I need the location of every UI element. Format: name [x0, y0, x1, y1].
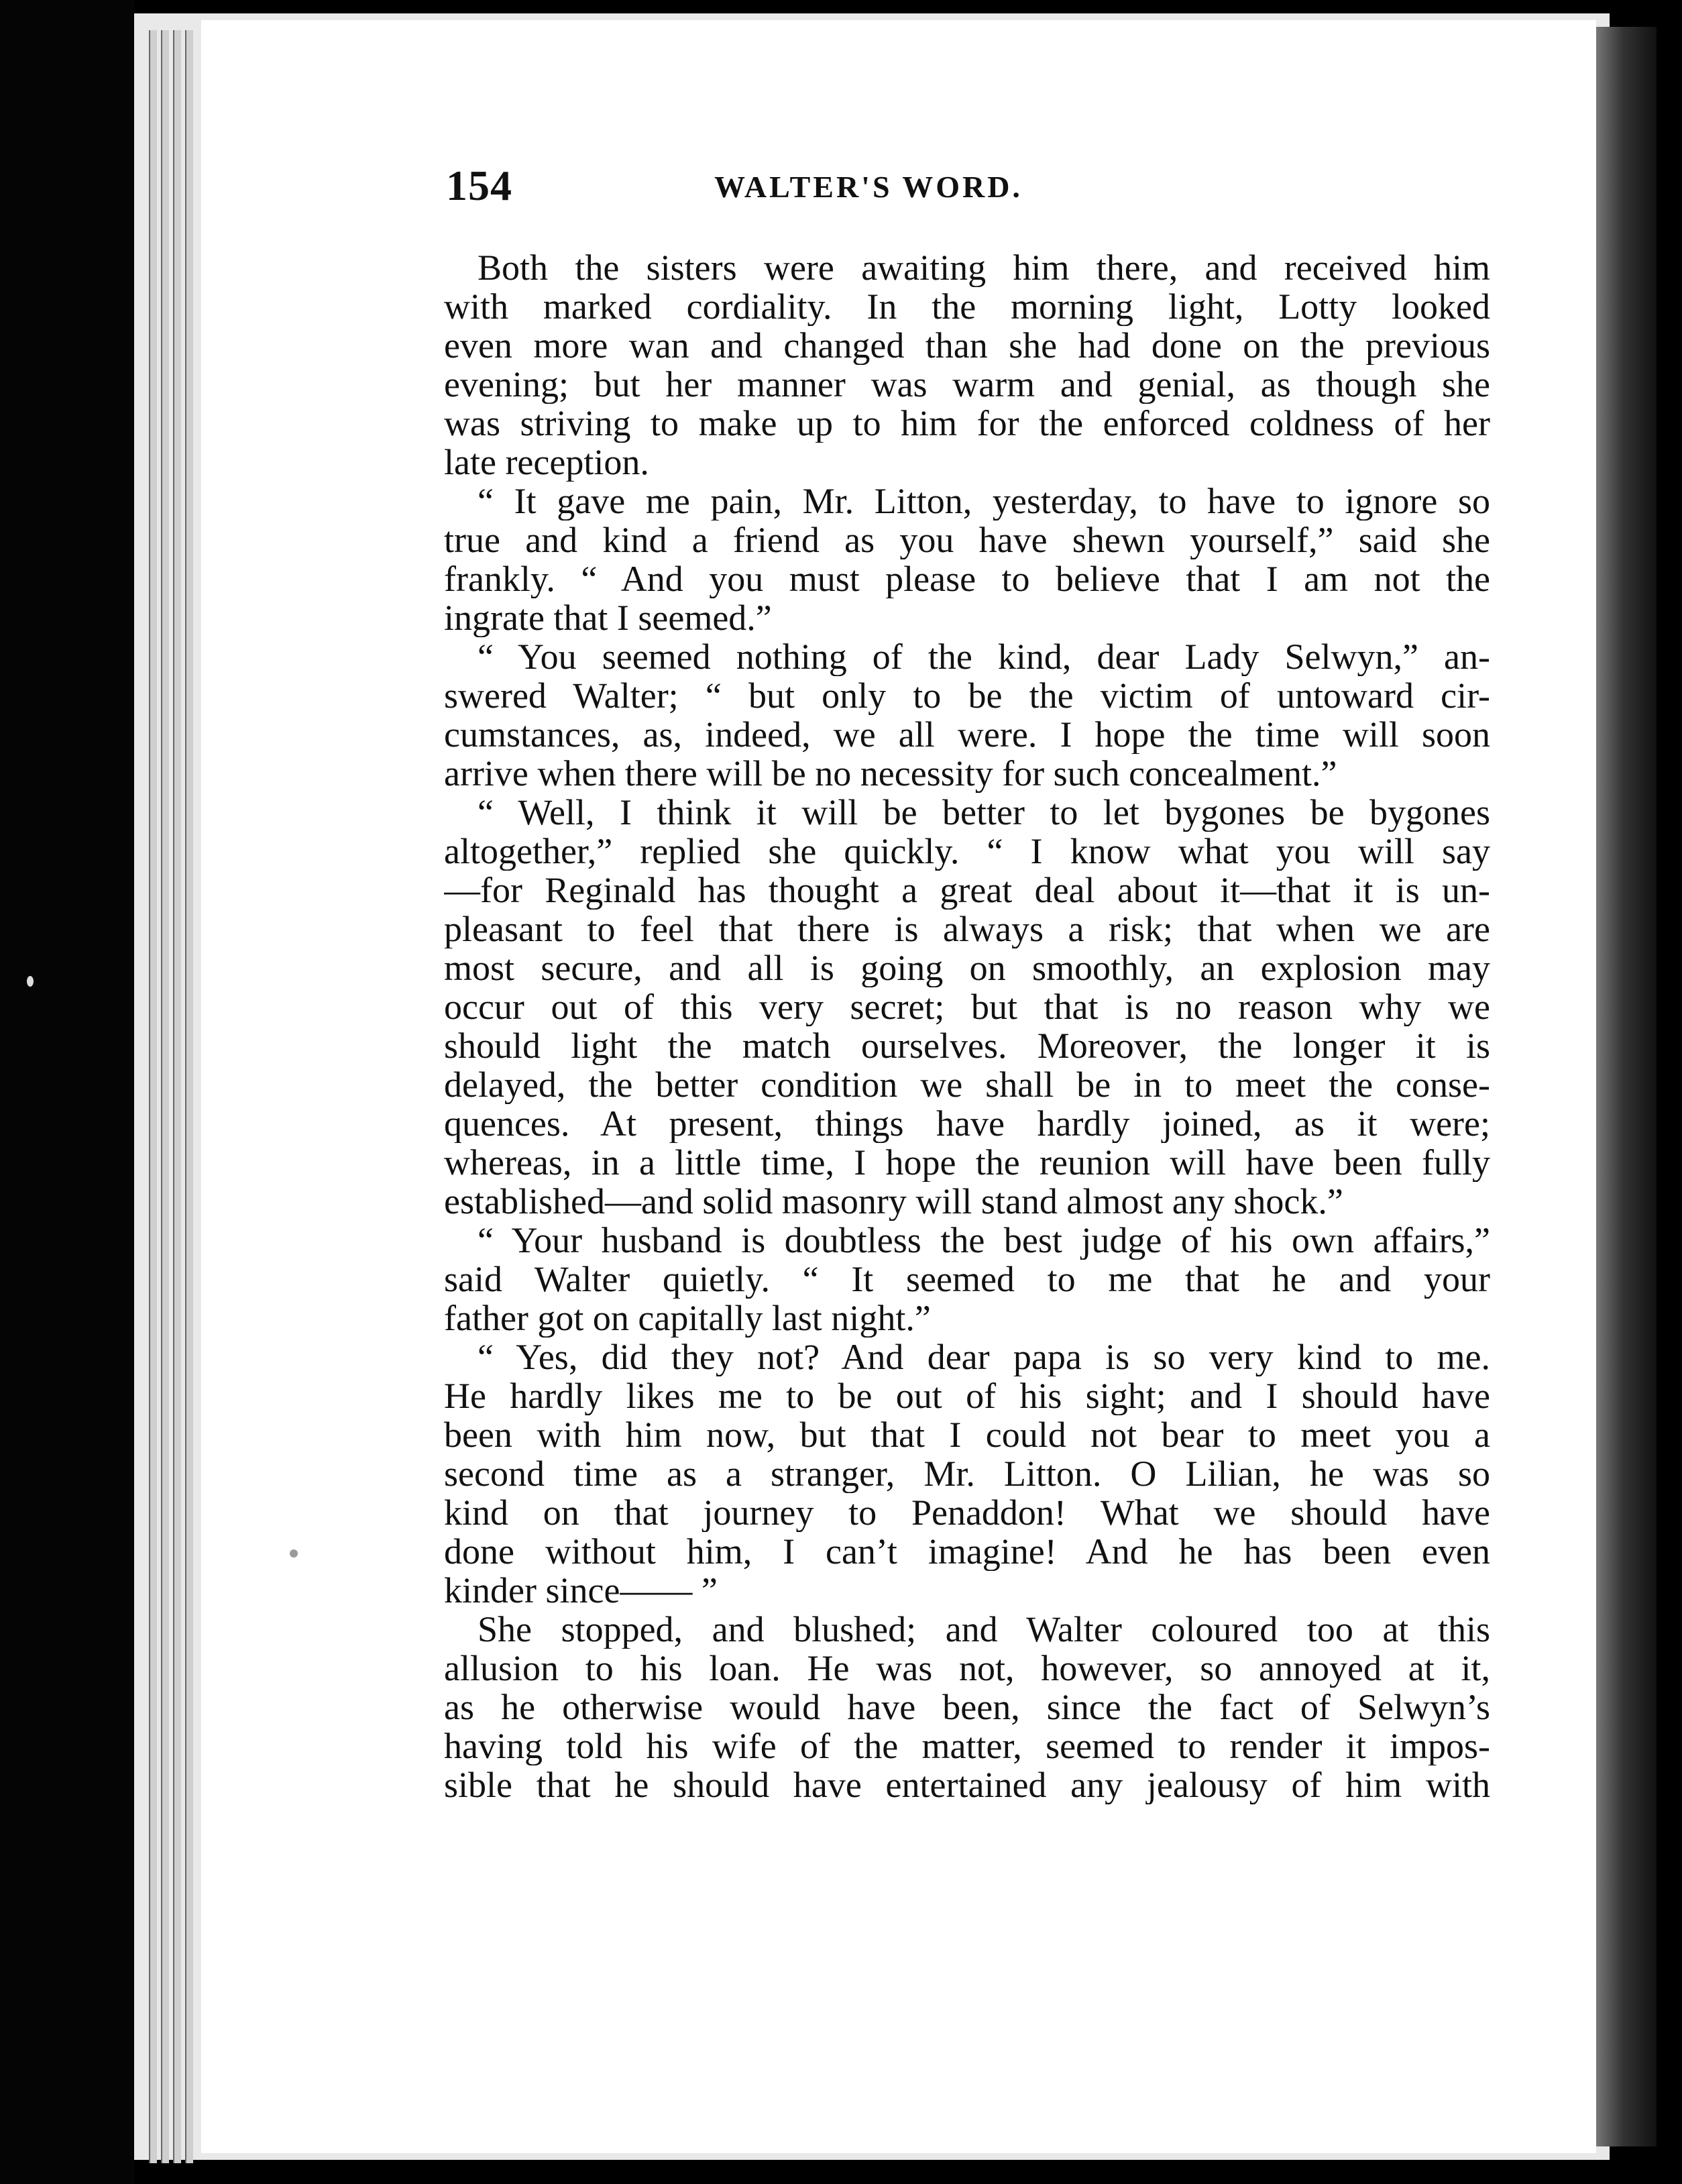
text-line: She stopped, and blushed; and Walter coloured too at this — [478, 1610, 1490, 1649]
text-line: should light the match ourselves. Moreover, the longer it is — [444, 1026, 1490, 1065]
text-line: occur out of this very secret; but that is no reason why we — [444, 987, 1490, 1026]
text-line: arrive when there will be no necessity for such concealment.” — [444, 754, 1337, 793]
text-line: quences. At present, things have hardly joined, as it were; — [444, 1104, 1490, 1143]
page-edge — [173, 30, 181, 2163]
page-edge — [185, 30, 193, 2163]
text-line: —for Reginald has thought a great deal about it—that it is un- — [444, 871, 1490, 910]
scan-speck — [290, 1549, 298, 1558]
binding-shadow — [1596, 27, 1657, 2146]
text-line: “ Well, I think it will be better to let bygones be bygones — [478, 793, 1490, 832]
text-line: done without him, I can’t imagine! And he has been even — [444, 1532, 1490, 1571]
gutter-shadow — [0, 0, 134, 2184]
body-text — [444, 248, 1490, 1804]
scan-speck — [27, 976, 34, 987]
text-line: “ You seemed nothing of the kind, dear Lady Selwyn,” an- — [478, 637, 1490, 676]
text-line: “ It gave me pain, Mr. Litton, yesterday, to have to ignore so — [478, 482, 1490, 521]
text-line: “ Yes, did they not? And dear papa is so very kind to me. — [478, 1337, 1490, 1376]
text-line: He hardly likes me to be out of his sight; and I should have — [444, 1376, 1490, 1415]
text-line: having told his wife of the matter, seemed to render it impos- — [444, 1727, 1490, 1765]
text-line: frankly. “ And you must please to believe that I am not the — [444, 559, 1490, 598]
text-line: even more wan and changed than she had done on the previous — [444, 326, 1490, 365]
text-line: late reception. — [444, 443, 649, 482]
text-line: as he otherwise would have been, since the fact of Selwyn’s — [444, 1688, 1490, 1727]
running-title: WALTER'S WORD. — [714, 170, 1023, 204]
text-line: delayed, the better condition we shall be in to meet the conse- — [444, 1065, 1490, 1104]
text-line: father got on capitally last night.” — [444, 1299, 931, 1337]
text-line: kind on that journey to Penaddon! What we should have — [444, 1493, 1490, 1532]
text-line: been with him now, but that I could not bear to meet you a — [444, 1415, 1490, 1454]
text-line: true and kind a friend as you have shewn yourself,” said she — [444, 521, 1490, 559]
text-line: said Walter quietly. “ It seemed to me that he and your — [444, 1260, 1490, 1299]
page-number: 154 — [446, 162, 512, 209]
text-line: Both the sisters were awaiting him there, and received him — [478, 248, 1490, 287]
text-line: swered Walter; “ but only to be the victim of untoward cir- — [444, 676, 1490, 715]
text-line: allusion to his loan. He was not, however, so annoyed at it, — [444, 1649, 1490, 1688]
text-line: cumstances, as, indeed, we all were. I hope the time will soon — [444, 715, 1490, 754]
text-line: second time as a stranger, Mr. Litton. O Lilian, he was so — [444, 1454, 1490, 1493]
page-edge — [161, 30, 169, 2163]
page-edge — [149, 30, 157, 2163]
text-line: ingrate that I seemed.” — [444, 598, 772, 637]
text-line: whereas, in a little time, I hope the reunion will have been fully — [444, 1143, 1490, 1182]
running-head — [446, 161, 1482, 215]
text-line: evening; but her manner was warm and genial, as though she — [444, 365, 1490, 404]
text-line: established—and solid masonry will stand almost any shock.” — [444, 1182, 1343, 1221]
text-line: most secure, and all is going on smoothly, an explosion may — [444, 948, 1490, 987]
text-line: sible that he should have entertained any jealousy of him with — [444, 1765, 1490, 1804]
text-line: with marked cordiality. In the morning light, Lotty looked — [444, 287, 1490, 326]
text-line: was striving to make up to him for the enforced coldness of her — [444, 404, 1490, 443]
text-line: altogether,” replied she quickly. “ I know what you will say — [444, 832, 1490, 871]
text-line: “ Your husband is doubtless the best judge of his own affairs,” — [478, 1221, 1490, 1260]
text-line: kinder since—— ” — [444, 1571, 718, 1610]
text-line: pleasant to feel that there is always a risk; that when we are — [444, 910, 1490, 948]
